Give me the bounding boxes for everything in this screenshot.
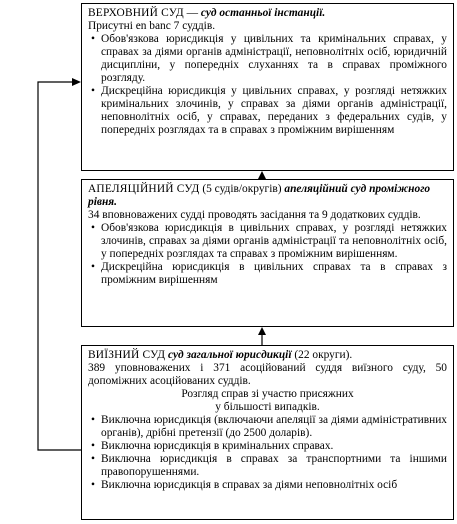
bullet-glyph: • (91, 440, 95, 452)
appeal-court-title: АПЕЛЯЦІЙНИЙ СУД (88, 183, 200, 195)
bullet-glyph: • (91, 479, 95, 491)
circuit-court-box (81, 345, 454, 520)
arrow-circuit-to-appeal-head (258, 327, 266, 335)
supreme-court-bullet-discretionary (88, 85, 447, 137)
bullet-glyph: • (91, 414, 95, 426)
circuit-court-title: ВИЇЗНИЙ СУД (88, 349, 166, 361)
supreme-court-subtitle: суд останньої інстанції. (200, 7, 326, 19)
circuit-court-bullet-criminal (88, 440, 447, 453)
arrow-appeal-to-supreme-head (258, 171, 266, 179)
appeal-court-bullet-text: Обов'язкова юрисдикція в цивільних справах, у розгляді нетяжких злочинів, справах за діями органів адміністрації та неповнолітніх осіб, у попередніх розглядах та справах з проміжним вирішенням. (101, 222, 447, 260)
supreme-court-box (81, 3, 454, 171)
circuit-court-jury-note: Розгляд справ зі участю присяжних у більшості випадків. (181, 388, 354, 413)
appeal-court-subtitle: апеляційний суд проміжного рівня. (88, 183, 431, 208)
appeal-court-bullet-list (88, 222, 447, 287)
circuit-court-judge-count: 389 уповноважених і 371 асоційований суддя виїзного суду, 50 допоміжних асоційованих суддів. (88, 362, 447, 387)
appeal-court-box (81, 179, 454, 327)
supreme-court-bullet-mandatory (88, 33, 447, 85)
supreme-court-judge-count: Присутні en banc 7 суддів. (88, 20, 216, 32)
circuit-court-bullet-civil (88, 414, 447, 440)
appeal-court-judge-count: 34 вповноважених судді проводять засідання та 9 додаткових суддів. (88, 209, 421, 221)
arrow-circuit-to-supreme-bypass-head (72, 78, 81, 86)
bullet-glyph: • (91, 33, 95, 45)
appeal-court-title-note: (5 судів/округів) (199, 183, 285, 195)
bullet-glyph: • (91, 261, 95, 273)
supreme-court-bullet-list (88, 33, 447, 137)
circuit-court-bullet-text: Виключна юрисдикція в справах за діями неповнолітніх осіб (101, 479, 398, 491)
circuit-court-bullet-text: Виключна юрисдикція в кримінальних справах. (101, 440, 334, 452)
circuit-court-bullet-traffic (88, 453, 447, 479)
supreme-court-title: ВЕРХОВНИЙ СУД (88, 7, 184, 19)
supreme-court-dash: — (183, 7, 201, 19)
circuit-court-bullet-text: Виключна юрисдикція (включаючи апеляції за діями адміністративних органів), дрібні претензії (до 2500 доларів). (101, 414, 447, 439)
bullet-glyph: • (91, 222, 95, 234)
supreme-court-bullet-text: Дискреційна юрисдикція у цивільних справах, у розгляді нетяжких кримінальних злочинів, у справах за діями органів адміністрації, неповнолітніх осіб, у справах, переданих з федеральних судів, у попередніх розглядах та в справах з проміжним вирішенням (101, 85, 447, 136)
circuit-court-bullet-juvenile (88, 479, 447, 492)
arrow-circuit-to-supreme-bypass (38, 82, 81, 450)
appeal-court-bullet-discretionary (88, 261, 447, 287)
circuit-court-subtitle: суд загальної юрисдикції (168, 349, 292, 361)
circuit-court-bullet-text: Виключна юрисдикція в справах за транспортними та іншими правопорушеннями. (101, 453, 447, 478)
circuit-court-title-note: (22 округи). (291, 349, 353, 361)
bullet-glyph: • (91, 453, 95, 465)
supreme-court-bullet-text: Обов'язкова юрисдикція у цивільних та кримінальних справах, у справах за діями органів адміністрації, неповнолітніх осіб, юридичній дисципліни, у попередніх слуханнях та в справах проміжного розгляду. (101, 33, 447, 84)
appeal-court-bullet-text: Дискреційна юрисдикція в цивільних справах та в справах з проміжним вирішенням (101, 261, 447, 286)
appeal-court-bullet-mandatory (88, 222, 447, 261)
bullet-glyph: • (91, 85, 95, 97)
circuit-court-bullet-list (88, 414, 447, 492)
